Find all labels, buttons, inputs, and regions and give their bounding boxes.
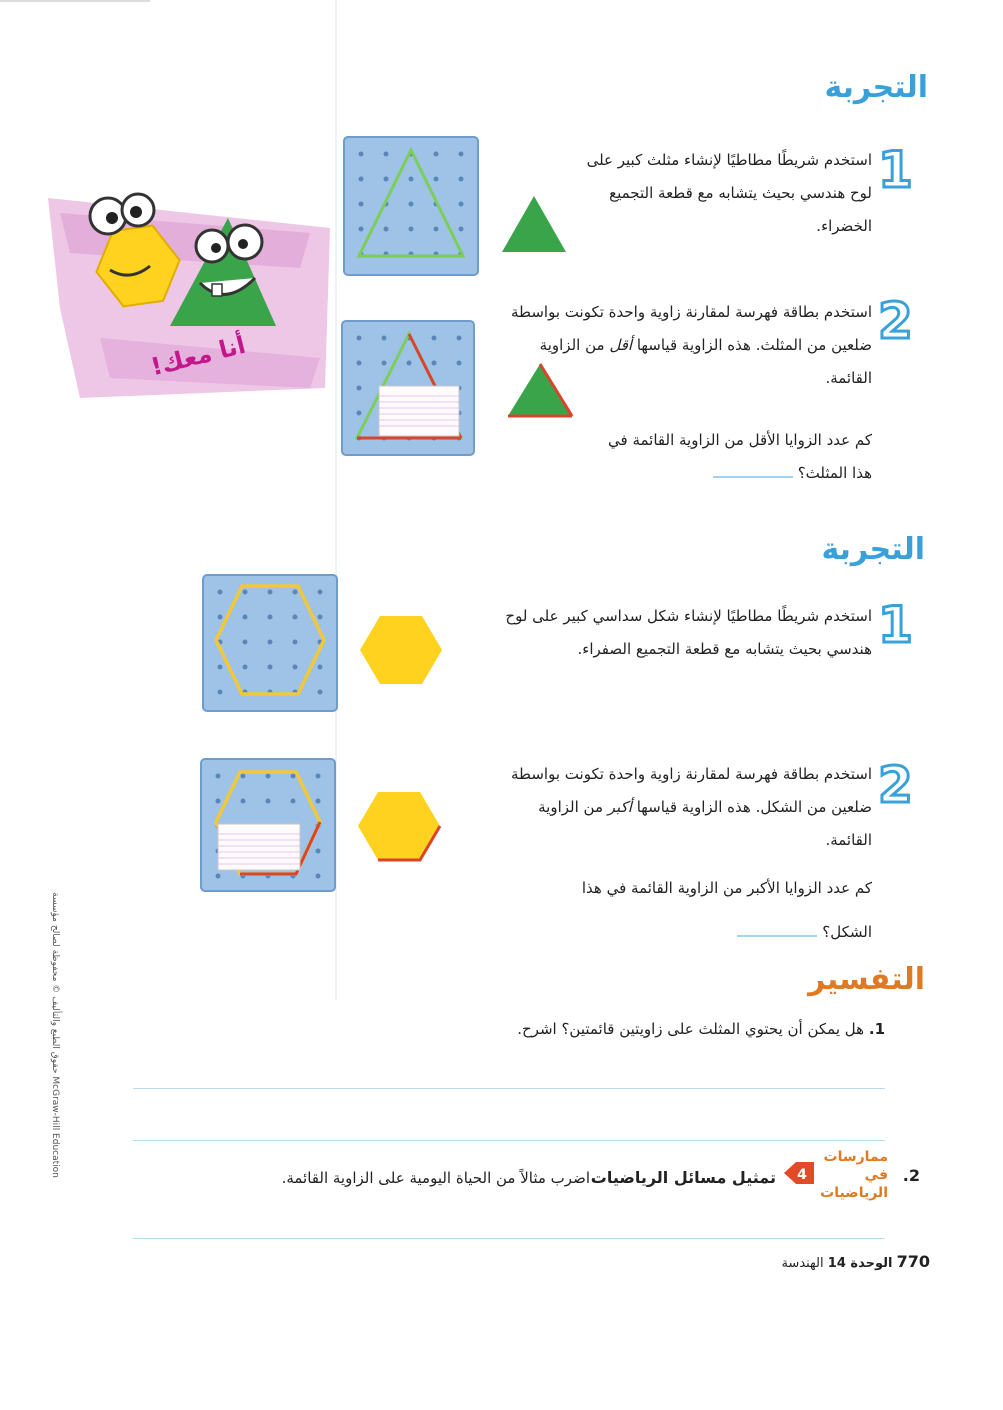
section1-step1-number: 1 xyxy=(878,141,913,199)
section2-heading: التجربة xyxy=(821,532,925,567)
green-triangle-red-edge xyxy=(504,360,576,420)
section2-step1-number: 1 xyxy=(878,596,913,654)
practice-title: تمثيل مسائل الرياضيات xyxy=(590,1168,776,1187)
section1-answer-line[interactable] xyxy=(713,476,793,478)
section2-answer-line[interactable] xyxy=(737,935,817,937)
section2-step2-text-a: استخدم بطاقة فهرسة لمقارنة زاوية واحدة تكونت بواسطة ضلعين من الشكل. هذه الزاوية قياسها xyxy=(511,765,872,816)
interpret-heading: التفسير xyxy=(808,962,925,997)
side-credit: حقوق الطبع والتأليف © محفوظة لصالح مؤسسة McGraw-Hill Education xyxy=(50,892,60,1178)
section1-question xyxy=(590,424,872,490)
section1-step2-text-a: استخدم بطاقة فهرسة لمقارنة زاوية واحدة تكونت بواسطة ضلعين من المثلث. هذه الزاوية قياسها xyxy=(511,303,872,354)
section2-step2-emphasis: أكبر xyxy=(607,798,632,816)
practice-label: ممارسات في الرياضيات xyxy=(820,1149,888,1201)
section2-step2-text-b: من الزاوية القائمة. xyxy=(538,798,872,849)
practice-number: 4 xyxy=(797,1167,807,1183)
section1-step1-text: استخدم شريطًا مطاطيًا لإنشاء مثلث كبير على لوح هندسي بحيث يتشابه مع قطعة التجميع الخضراء. xyxy=(586,151,872,235)
footer-page-number: 770 xyxy=(896,1252,930,1271)
geoboard-hexagon-card xyxy=(200,758,336,892)
interpret-q1-text: هل يمكن أن يحتوي المثلث على زاويتين قائمتين؟ اشرح. xyxy=(517,1020,865,1038)
section2-question xyxy=(560,866,872,954)
yellow-hexagon-red-edge xyxy=(356,788,442,864)
writing-line-1[interactable] xyxy=(133,1088,885,1089)
interpret-q1-number: 1. xyxy=(868,1020,885,1038)
section2-question-text: كم عدد الزوايا الأكبر من الزاوية القائمة في هذا الشكل؟ xyxy=(581,879,872,941)
practice-number-badge xyxy=(782,1160,816,1186)
interpret-q2-text: اضرب مثالاً من الحياة اليومية على الزاوية القائمة. xyxy=(281,1169,590,1187)
writing-line-2[interactable] xyxy=(133,1140,885,1141)
yellow-hexagon-piece xyxy=(358,612,444,688)
section2-step1-text: استخدم شريطًا مطاطيًا لإنشاء شكل سداسي كبير على لوح هندسي بحيث يتشابه مع قطعة التجميع الصفراء. xyxy=(505,607,872,658)
interpret-q2-number: 2. xyxy=(902,1166,920,1185)
footer xyxy=(740,1252,930,1271)
green-triangle-piece xyxy=(498,192,570,256)
section2-step2-number: 2 xyxy=(878,756,913,814)
section1-step2-emphasis: أقل xyxy=(609,336,633,354)
section1-question-text: كم عدد الزوايا الأقل من الزاوية القائمة في هذا المثلث؟ xyxy=(608,431,872,482)
geoboard-hexagon xyxy=(202,574,338,712)
footer-topic: الهندسة xyxy=(781,1256,824,1271)
section2-step2-text xyxy=(490,758,872,857)
geoboard-triangle-card xyxy=(341,320,475,456)
geoboard-triangle xyxy=(343,136,479,276)
mascot-label: أنا معك! xyxy=(148,330,249,382)
section1-heading: التجربة xyxy=(824,70,928,105)
interpret-q1 xyxy=(430,1020,885,1038)
section1-step2-text-b: من الزاوية القائمة. xyxy=(539,336,872,387)
interpret-q2 xyxy=(130,1148,920,1201)
writing-line-3[interactable] xyxy=(133,1238,885,1239)
section1-step2-number: 2 xyxy=(878,292,913,350)
top-rule xyxy=(0,0,150,2)
footer-unit: الوحدة 14 xyxy=(827,1256,893,1271)
